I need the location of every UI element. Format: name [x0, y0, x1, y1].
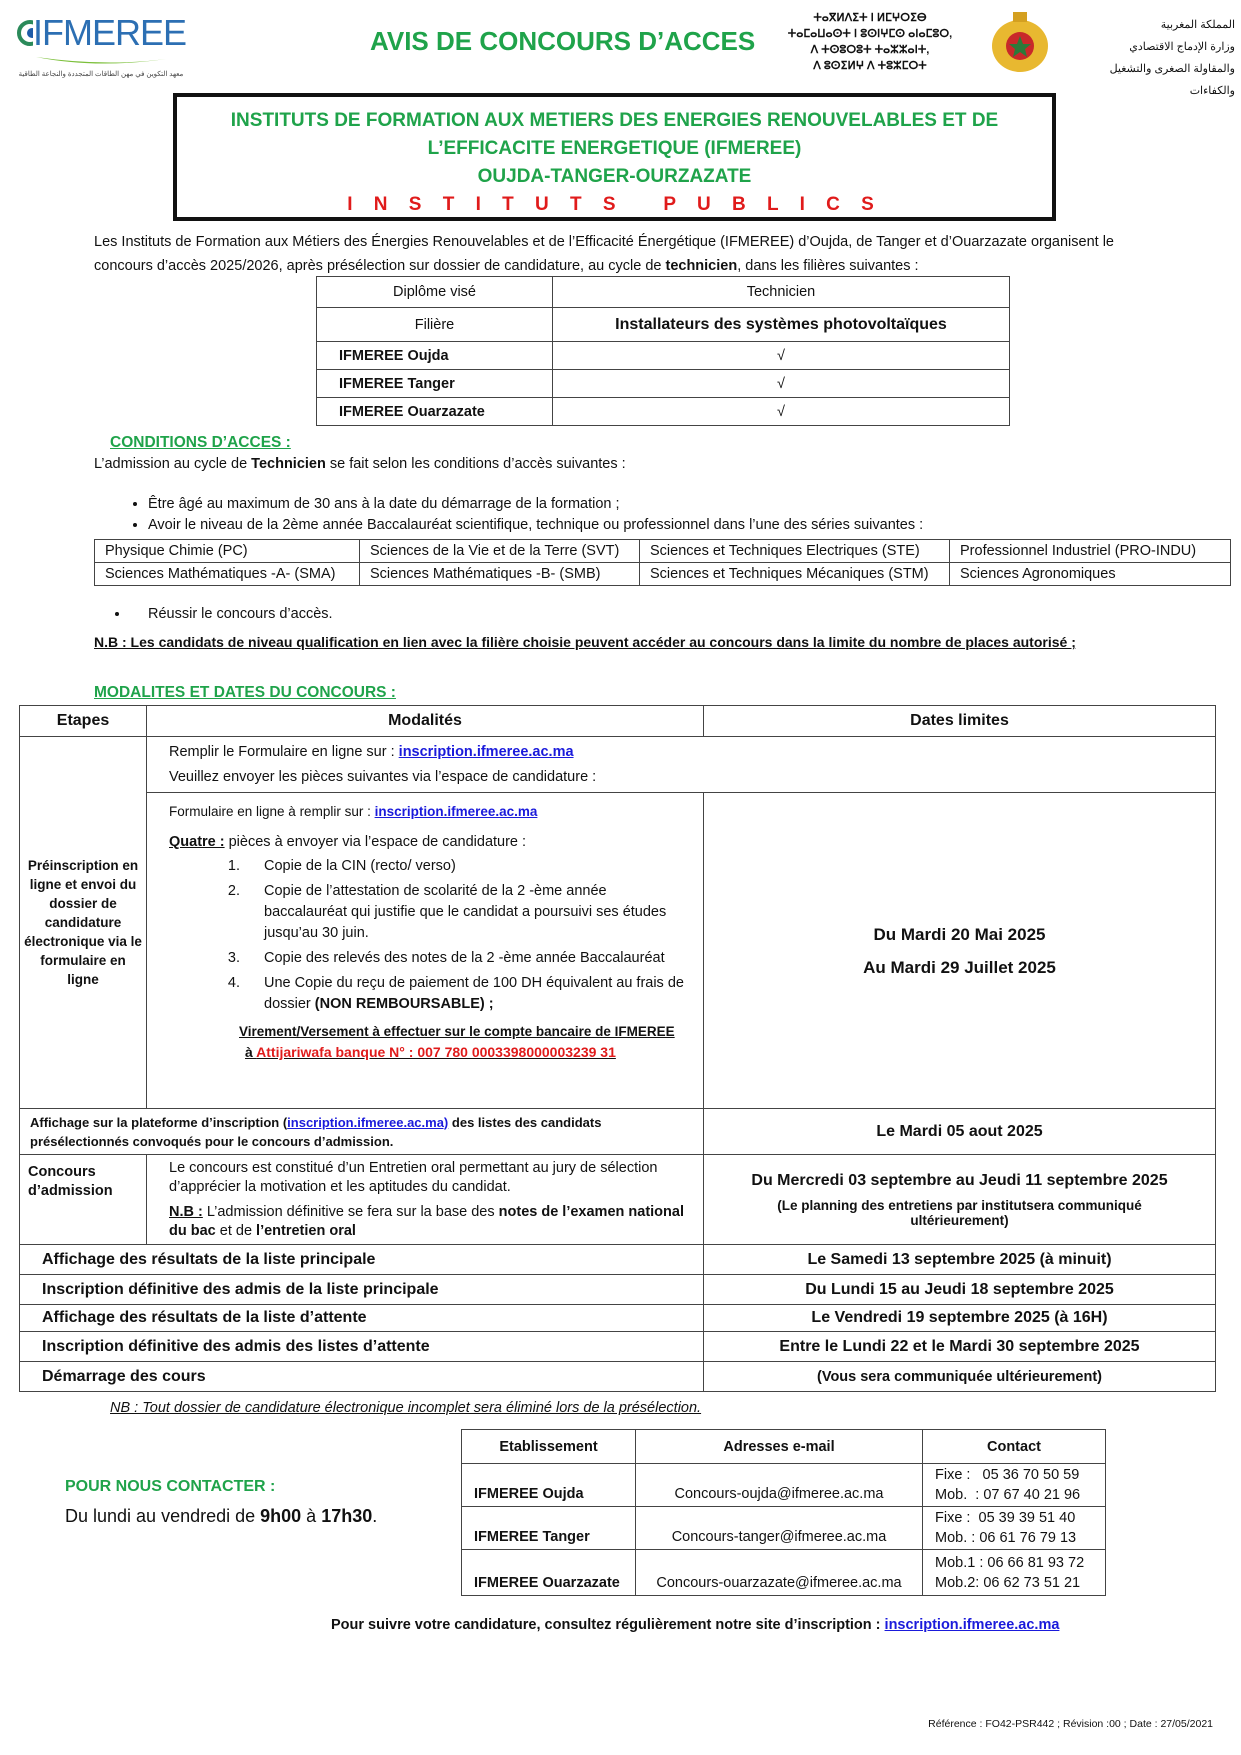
contact-row: IFMEREE Oujda Concours-oujda@ifmeree.ac.ma Fixe : 05 36 70 50 59 Mob. : 07 67 40 21 96 — [462, 1464, 1106, 1507]
inscription-link-footer[interactable]: inscription.ifmeree.ac.ma — [884, 1617, 1060, 1633]
modalites-title: MODALITES ET DATES DU CONCOURS : — [94, 684, 396, 701]
royal-coat-of-arms-icon — [985, 8, 1055, 78]
arabic-ministry-text: المملكة المغربية وزارة الإدماج الاقتصادي والمقاولة الصغرى والتشغيل والكفاءات — [1109, 19, 1235, 97]
reference-footer: Référence : FO42-PSR442 ; Révision :00 ; Date : 27/05/2021 — [928, 1718, 1213, 1730]
contact-table: Etablissement Adresses e-mail Contact IFMEREE Oujda Concours-oujda@ifmeree.ac.ma Fixe : 05 36 70 50 59 Mob. : 07 67 40 21 96 IFMEREE Tanger Concours-tanger@ifmeree.ac.ma Fixe : 05 39 39 51 40 Mob. : 06 61 76 79 13 IFMEREE Ouarzazate Concours-ouarzazate@ifmeree.ac.ma Mob.1 : 06 66 81 93 72 Mob.2: 06 62 73 51 21 — [461, 1429, 1106, 1596]
logo-swirl-icon — [16, 18, 33, 48]
inscription-link-2[interactable]: inscription.ifmeree.ac.ma — [374, 804, 538, 819]
inscription-link-3[interactable]: inscription.ifmeree.ac.ma) — [287, 1114, 449, 1130]
title-banner: INSTITUTS DE FORMATION AUX METIERS DES ENERGIES RENOUVELABLES ET DE L’EFFICACITE ENERGETIQUE (IFMEREE) OUJDA-TANGER-OURZAZATE I N S T I T U T S P U B L I C S — [173, 93, 1056, 221]
contact-row: IFMEREE Tanger Concours-tanger@ifmeree.ac.ma Fixe : 05 39 39 51 40 Mob. : 06 61 76 79 13 — [462, 1507, 1106, 1550]
nb-incomplete: NB : Tout dossier de candidature électronique incomplet sera éliminé lors de la présélection. — [110, 1400, 702, 1416]
logo-leaf-icon — [16, 55, 176, 67]
filiere-table: Diplôme visé Technicien Filière Installateurs des systèmes photovoltaïques IFMEREE Oujda √ IFMEREE Tanger √ IFMEREE Ouarzazate √ — [316, 276, 1010, 426]
series-table: Physique Chimie (PC) Sciences de la Vie et de la Terre (SVT) Sciences et Techniques Electriques (STE) Professionnel Industriel (PRO-INDU) Sciences Mathématiques -A- (SMA) Sciences Mathématiques -B- (SMB) Sciences et Techniques Mécaniques (STM) Sciences Agronomiques — [94, 539, 1231, 586]
ifmeree-logo: IFMEREE معهد التكوين في مهن الطاقات المتجددة والنجاعة الطاقية — [16, 12, 186, 78]
contact-title: POUR NOUS CONTACTER : — [65, 1478, 276, 1495]
page-title: AVIS DE CONCOURS D’ACCES — [370, 26, 756, 56]
contact-hours: Du lundi au vendredi de 9h00 à 17h30. — [65, 1506, 378, 1526]
footer-suivre: Pour suivre votre candidature, consultez régulièrement notre site d’inscription : inscription.ifmeree.ac.ma — [331, 1617, 1060, 1633]
conditions-title: CONDITIONS D’ACCES : — [110, 434, 291, 451]
contact-row: IFMEREE Ouarzazate Concours-ouarzazate@ifmeree.ac.ma Mob.1 : 06 66 81 93 72 Mob.2: 06 62 73 51 21 — [462, 1550, 1106, 1596]
modalites-table: Etapes Modalités Dates limites Préinscription en ligne et envoi du dossier de candidature électronique via le formulaire en ligne Remplir le Formulaire en ligne sur : inscription.ifmeree.ac.ma Veuillez envoyer les pièces suivantes via l’espace de candidature : Formulaire en ligne à remplir sur : inscription.ifmeree.ac.ma Quatre : pièces à envoyer via l’espace de candidature : 1. Copie de la CIN (recto/ verso) 2. Copie de l’attestation de scolarité de la 2 -ème année baccalauréat qui justifie que le candidat a poursuivi ses études jusqu’au 30 juin. 3. Copie des relevés des notes de la 2 -ème année Baccalauréat 4. Une Copie du reçu de paiement de 100 DH équivalent au frais de dossier (NON REMBOURSABLE) ; Virement/Versement à effectuer sur le compte bancaire de IFMEREE à Attijariwafa banque N° : 007 780 0003398000003239 31 Du Mardi 20 Mai 2025 Au Mardi 29 Juillet 2025 Affichage sur la plateforme d’inscription (inscription.ifmeree.ac.ma) des listes des candidats présélectionnés convoqués pour le concours d’admission. Le Mardi 05 aout 2025 Concours d’admission Le concours est constitué d’un Entretien oral permettant au jury de sélection d’apprécier la motivation et les aptitudes du candidat. N.B : L’admission définitive se fera sur la base des notes de l’examen national du bac et de l’entretien oral Du Mercredi 03 septembre au Jeudi 11 septembre 2025 (Le planning des entretiens par institutsera communiqué ultérieurement) Affichage des résultats de la liste principale Le Samedi 13 septembre 2025 (à minuit) Inscription définitive des admis de la liste principale Du Lundi 15 au Jeudi 18 septembre 2025 Affichage des résultats de la liste d’attente Le Vendredi 19 septembre 2025 (à 16H) Inscription définitive des admis des listes d’attente Entre le Lundi 22 et le Mardi 30 septembre 2025 Démarrage des cours (Vous sera communiquée ultérieurement) — [19, 705, 1216, 1392]
nb-note: N.B : Les candidats de niveau qualification en lien avec la filière choisie peuvent accéder au concours dans la limite du nombre de places autorisé ; — [94, 634, 1076, 650]
inscription-link[interactable]: inscription.ifmeree.ac.ma — [398, 743, 574, 760]
bank-account: Attijariwafa banque N° : 007 780 0003398000003239 31 — [256, 1044, 616, 1060]
tifinagh-text: ⵜⴰⴳⵍⴷⵉⵜ ⵏ ⵍⵎⵖⵔⵉⴱ ⵜⴰⵎⴰⵡⴰⵙⵜ ⵏ ⵓⵙⵏⵖⵎⵙ ⴰⵏⴰⵎⵓⵔ, ⴷ ⵜⵙⵓⵔⵓⵜ ⵜⴰⵣⵣⴰⵏⵜ, ⴷ ⵓⵙⵉⵍⵖ ⴷ ⵜⵓⵣⵎⵔⵜ — [787, 12, 953, 72]
conditions-list-2: • Réussir le concours d’accès. — [130, 606, 333, 622]
pieces-list: 1. Copie de la CIN (recto/ verso) 2. Copie de l’attestation de scolarité de la 2 -ème année baccalauréat qui justifie que le candidat a poursuivi ses études jusqu’au 30 juin. 3. Copie des relevés des notes de la 2 -ème année Baccalauréat 4. Une Copie du reçu de paiement de 100 DH équivalent au frais de dossier (NON REMBOURSABLE) ; — [169, 856, 693, 1015]
conditions-intro: L’admission au cycle de Technicien se fait selon les conditions d’accès suivantes : — [94, 456, 626, 472]
conditions-list: • Être âgé au maximum de 30 ans à la date du démarrage de la formation ; • Avoir le niveau de la 2ème année Baccalauréat scientifique, technique ou professionnel dans l’une des séries suivantes : — [148, 494, 923, 536]
intro-paragraph: Les Instituts de Formation aux Métiers des Énergies Renouvelables et de l’Efficacité Énergétique (IFMEREE) d’Oujda, de Tanger et d’Ouarzazate organisent le concours d’accès 2025/2026, après présélection sur dossier de candidature, au cycle de technicien, dans les filières suivantes : — [94, 234, 1114, 274]
